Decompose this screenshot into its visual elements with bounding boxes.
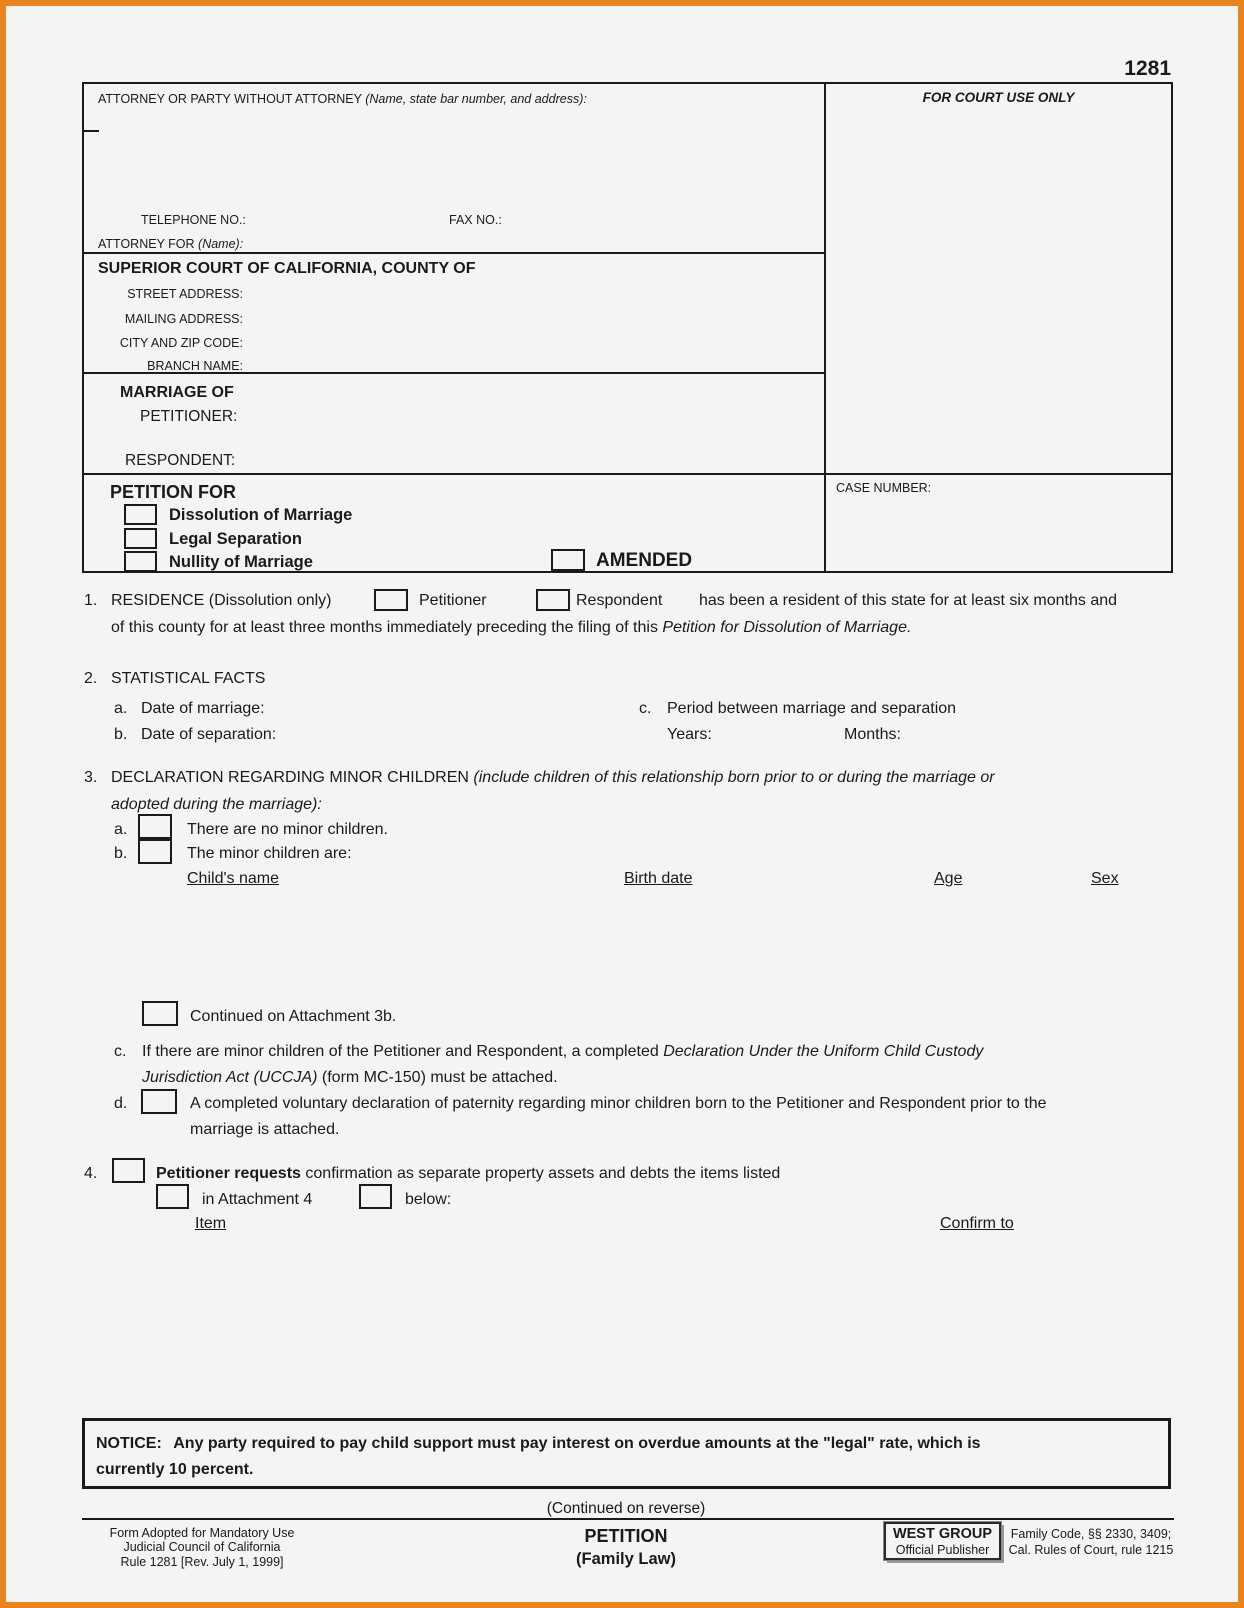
item4-in-attachment-label: in Attachment 4 (202, 1191, 313, 1208)
item2-number: 2. (84, 670, 98, 687)
item2-title: STATISTICAL FACTS (111, 670, 266, 687)
checkbox-in-attachment-4[interactable] (156, 1184, 189, 1209)
option-legal-separation-label: Legal Separation (169, 530, 302, 548)
caption-row-line-3 (82, 473, 1173, 475)
item3-d-line1: A completed voluntary declaration of paternity regarding minor children born to the Petitioner and Respondent prior to the (190, 1095, 1047, 1112)
item2-b-label: b. (114, 726, 128, 743)
item2-years-label: Years: (667, 726, 712, 743)
item3-d-label: d. (114, 1095, 128, 1112)
checkbox-amended[interactable] (551, 549, 585, 571)
item3-number: 3. (84, 769, 98, 786)
item1-line2-text: of this county for at least three months immediately preceding the filing of this (111, 619, 658, 636)
fax-label: FAX NO.: (449, 213, 502, 227)
checkbox-petitioner-requests[interactable] (112, 1158, 145, 1183)
notice-line1-text: Any party required to pay child support must pay interest on overdue amounts at the "legal" rate, which is (173, 1435, 981, 1452)
street-address-label: STREET ADDRESS: (127, 287, 243, 301)
footer-rule (82, 1518, 1174, 1520)
court-title: SUPERIOR COURT OF CALIFORNIA, COUNTY OF (98, 260, 476, 277)
item1-line1-rest: has been a resident of this state for at least six months and (699, 592, 1118, 609)
attorney-for-label (98, 237, 243, 252)
item3-title-line1 (111, 768, 995, 787)
item3-c-italic1: Declaration Under the Uniform Child Custody (663, 1043, 984, 1060)
footer-citation-line1: Family Code, §§ 2330, 3409; (1010, 1527, 1172, 1541)
caption-row-line-1 (82, 252, 826, 254)
item4-request-bold: Petitioner requests (156, 1165, 301, 1182)
footer-citation-line2: Cal. Rules of Court, rule 1215 (1008, 1543, 1174, 1558)
option-dissolution-label: Dissolution of Marriage (169, 506, 353, 524)
checkbox-no-minor-children[interactable] (138, 814, 172, 839)
publisher-name: WEST GROUP (892, 1526, 993, 1542)
publisher-box (884, 1522, 1001, 1560)
checkbox-nullity[interactable] (124, 551, 157, 572)
column-header-sex: Sex (1091, 870, 1119, 887)
checkbox-paternity-declaration[interactable] (141, 1089, 177, 1114)
item2-a-text: Date of marriage: (141, 700, 265, 717)
item3-b-text: The minor children are: (187, 845, 352, 862)
item3-a-label: a. (114, 821, 128, 838)
notice-label: NOTICE: (96, 1435, 162, 1452)
item4-request-rest: confirmation as separate property assets and debts the items listed (305, 1165, 781, 1182)
checkbox-minor-children[interactable] (138, 839, 172, 864)
item2-a-label: a. (114, 700, 128, 717)
item1-line2 (111, 618, 911, 637)
attorney-label-paren: (Name, state bar number, and address): (365, 92, 587, 106)
column-header-confirm-to: Confirm to (940, 1215, 1014, 1232)
item1-number: 1. (84, 592, 98, 609)
mailing-address-label: MAILING ADDRESS: (124, 312, 243, 326)
telephone-label: TELEPHONE NO.: (141, 213, 246, 227)
column-header-birth-date: Birth date (624, 870, 693, 887)
item3-title-text: DECLARATION REGARDING MINOR CHILDREN (111, 769, 469, 786)
petitioner-label: PETITIONER: (140, 408, 238, 425)
item1-line2-italic: Petition for Dissolution of Marriage. (662, 619, 912, 636)
item2-c-label: c. (639, 700, 652, 717)
form-number: 1281 (1124, 57, 1171, 80)
petition-for-label: PETITION FOR (110, 482, 236, 502)
item1-respondent-label: Respondent (576, 592, 663, 609)
checkbox-residence-petitioner[interactable] (374, 589, 408, 611)
item4-request-line (156, 1164, 780, 1183)
case-number-label: CASE NUMBER: (836, 481, 932, 495)
column-header-childs-name: Child's name (187, 870, 279, 887)
attorney-section-label (98, 92, 587, 107)
item3-c-line2 (142, 1068, 558, 1087)
city-zip-label: CITY AND ZIP CODE: (119, 336, 243, 350)
checkbox-residence-respondent[interactable] (536, 589, 570, 611)
left-margin-tick (82, 130, 99, 132)
marriage-of-label: MARRIAGE OF (120, 384, 234, 401)
item1-petitioner-label: Petitioner (419, 592, 487, 609)
option-nullity-label: Nullity of Marriage (169, 553, 313, 571)
item2-months-label: Months: (844, 726, 901, 743)
item3-c-text2: (form MC-150) must be attached. (321, 1069, 558, 1086)
item4-below-label: below: (405, 1191, 452, 1208)
footer-adopted-block (82, 1526, 322, 1569)
item3-c-italic2: Jurisdiction Act (UCCJA) (142, 1069, 318, 1086)
checkbox-dissolution[interactable] (124, 504, 157, 525)
footer-adopted-line2: Judicial Council of California (123, 1540, 281, 1555)
notice-line1 (96, 1434, 981, 1453)
item4-number: 4. (84, 1165, 98, 1182)
respondent-label: RESPONDENT: (125, 452, 236, 469)
checkbox-legal-separation[interactable] (124, 528, 157, 549)
item3-d-line2: marriage is attached. (190, 1121, 340, 1138)
footer-citation-block (1006, 1526, 1176, 1559)
item3-title-paren2: adopted during the marriage): (111, 796, 322, 813)
item3-title-paren1: (include children of this relationship born prior to or during the marriage or (473, 769, 995, 786)
footer-adopted-line1: Form Adopted for Mandatory Use (109, 1526, 295, 1540)
notice-line2: currently 10 percent. (96, 1461, 254, 1478)
item3-c-text1: If there are minor children of the Petitioner and Respondent, a completed (142, 1043, 659, 1060)
item1-title: RESIDENCE (Dissolution only) (111, 592, 332, 609)
publisher-subtitle: Official Publisher (895, 1543, 990, 1558)
item3-c-line1 (142, 1042, 983, 1061)
column-header-item: Item (195, 1215, 227, 1232)
checkbox-continued-attachment-3b[interactable] (142, 1001, 178, 1026)
item3-a-text: There are no minor children. (187, 821, 388, 838)
checkbox-below[interactable] (359, 1184, 392, 1209)
amended-label: AMENDED (596, 550, 693, 571)
attorney-for-paren: (Name): (198, 237, 244, 251)
item3-c-label: c. (114, 1043, 127, 1060)
attorney-for-text: ATTORNEY FOR (98, 237, 195, 251)
attorney-label-text: ATTORNEY OR PARTY WITHOUT ATTORNEY (98, 92, 362, 106)
footer-form-subtitle: (Family Law) (576, 1550, 676, 1568)
item2-b-text: Date of separation: (141, 726, 277, 743)
item3-continued-text: Continued on Attachment 3b. (190, 1008, 397, 1025)
column-header-age: Age (934, 870, 963, 887)
footer-form-title: PETITION (584, 1526, 668, 1546)
item2-c-text: Period between marriage and separation (667, 700, 957, 717)
court-use-only-label: FOR COURT USE ONLY (922, 90, 1075, 105)
footer-adopted-line3: Rule 1281 [Rev. July 1, 1999] (120, 1554, 284, 1569)
caption-box (82, 82, 1173, 573)
continued-on-reverse: (Continued on reverse) (546, 1500, 706, 1517)
item3-b-label: b. (114, 845, 128, 862)
caption-column-divider (824, 82, 826, 573)
branch-name-label: BRANCH NAME: (147, 359, 243, 373)
